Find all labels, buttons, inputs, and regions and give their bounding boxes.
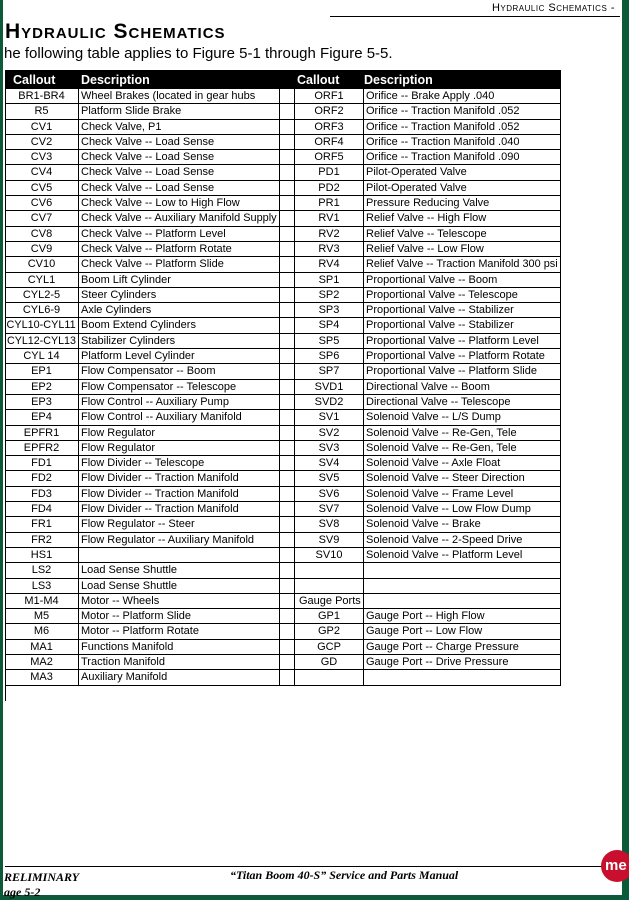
description-left: Check Valve -- Platform Level: [79, 227, 280, 242]
callout-right: SV2: [295, 426, 364, 441]
spacer-cell: [280, 288, 295, 303]
spacer-cell: [280, 349, 295, 364]
spacer-cell: [280, 150, 295, 165]
callout-right: GP2: [295, 624, 364, 639]
table-row: [5, 288, 561, 303]
footer-status: RELIMINARY: [4, 870, 80, 884]
description-left: Traction Manifold: [79, 655, 280, 670]
page-edge-right: [622, 0, 629, 900]
description-left: Check Valve -- Platform Rotate: [79, 242, 280, 257]
callout-left: EP1: [5, 364, 79, 379]
table-row: [5, 579, 561, 594]
callout-left: EPFR1: [5, 426, 79, 441]
description-left: Check Valve -- Low to High Flow: [79, 196, 280, 211]
description-right: Orifice -- Traction Manifold .040: [364, 135, 561, 150]
spacer-cell: [280, 410, 295, 425]
table-row: [5, 211, 561, 226]
description-left: Check Valve -- Platform Slide: [79, 257, 280, 272]
spacer-cell: [280, 165, 295, 180]
callout-right: SV9: [295, 533, 364, 548]
callout-right: RV2: [295, 227, 364, 242]
callout-right: GP1: [295, 609, 364, 624]
table-row: [5, 548, 561, 563]
callout-left: CV9: [5, 242, 79, 257]
callout-right: SV10: [295, 548, 364, 563]
spacer-cell: [280, 441, 295, 456]
callout-left: FR1: [5, 517, 79, 532]
description-left: Motor -- Wheels: [79, 594, 280, 609]
spacer-cell: [280, 670, 295, 685]
table-row: [5, 655, 561, 670]
callout-left: M6: [5, 624, 79, 639]
header-callout-left: Callout: [13, 73, 56, 87]
table-row: [5, 609, 561, 624]
callout-right: ORF1: [295, 89, 364, 104]
table-row: [5, 395, 561, 410]
table-row: [5, 670, 561, 685]
callout-right: SV5: [295, 471, 364, 486]
callout-right: PD2: [295, 181, 364, 196]
callout-left: FD4: [5, 502, 79, 517]
callout-left: FD3: [5, 487, 79, 502]
description-right: Relief Valve -- High Flow: [364, 211, 561, 226]
callout-right: SP3: [295, 303, 364, 318]
description-left: [79, 548, 280, 563]
description-left: Flow Regulator: [79, 441, 280, 456]
running-header: Hydraulic Schematics -: [491, 2, 615, 14]
callout-left: CV2: [5, 135, 79, 150]
callout-right: [295, 563, 364, 578]
description-left: Wheel Brakes (located in gear hubs: [79, 89, 280, 104]
table-row: [5, 380, 561, 395]
header-description-left: Description: [81, 73, 150, 87]
spacer-cell: [280, 624, 295, 639]
table-row: [5, 318, 561, 333]
callout-left: CYL6-9: [5, 303, 79, 318]
table-row: [5, 165, 561, 180]
callout-right: SP7: [295, 364, 364, 379]
description-left: Flow Divider -- Telescope: [79, 456, 280, 471]
callout-left: EP4: [5, 410, 79, 425]
table-row: [5, 135, 561, 150]
callout-left: FD1: [5, 456, 79, 471]
table-row: [5, 273, 561, 288]
callout-left: CV8: [5, 227, 79, 242]
callout-left: CV3: [5, 150, 79, 165]
table-row: [5, 410, 561, 425]
callout-right: ORF4: [295, 135, 364, 150]
callout-left: MA2: [5, 655, 79, 670]
table-row: [5, 563, 561, 578]
table-row: [5, 181, 561, 196]
table-row: [5, 624, 561, 639]
description-left: Check Valve, P1: [79, 120, 280, 135]
table-header: [5, 70, 561, 89]
header-description-right: Description: [364, 73, 433, 87]
spacer-cell: [280, 104, 295, 119]
description-right: Solenoid Valve -- Brake: [364, 517, 561, 532]
spacer-cell: [280, 456, 295, 471]
table-row: [5, 517, 561, 532]
callout-left: FR2: [5, 533, 79, 548]
description-left: Steer Cylinders: [79, 288, 280, 303]
table-row: [5, 456, 561, 471]
description-left: Flow Divider -- Traction Manifold: [79, 487, 280, 502]
description-left: Check Valve -- Load Sense: [79, 181, 280, 196]
header-rule: [330, 16, 620, 17]
description-right: Proportional Valve -- Stabilizer: [364, 303, 561, 318]
spacer-cell: [280, 334, 295, 349]
callout-right: RV1: [295, 211, 364, 226]
callout-left: CYL12-CYL13: [5, 334, 79, 349]
callout-left: CV1: [5, 120, 79, 135]
description-left: Motor -- Platform Rotate: [79, 624, 280, 639]
description-left: Flow Compensator -- Telescope: [79, 380, 280, 395]
callout-left: BR1-BR4: [5, 89, 79, 104]
callout-left: CYL1: [5, 273, 79, 288]
table-row: [5, 334, 561, 349]
description-right: Gauge Port -- Charge Pressure: [364, 640, 561, 655]
table-row: [5, 441, 561, 456]
description-left: Check Valve -- Auxiliary Manifold Supply: [79, 211, 280, 226]
description-right: Pressure Reducing Valve: [364, 196, 561, 211]
callout-right: SVD2: [295, 395, 364, 410]
spacer-cell: [280, 303, 295, 318]
description-left: Platform Slide Brake: [79, 104, 280, 119]
callout-left: CV6: [5, 196, 79, 211]
description-right: Proportional Valve -- Platform Slide: [364, 364, 561, 379]
spacer-cell: [280, 89, 295, 104]
callout-right: SV1: [295, 410, 364, 425]
table-body: [5, 89, 561, 686]
description-right: Solenoid Valve -- Steer Direction: [364, 471, 561, 486]
spacer-cell: [280, 426, 295, 441]
table-row: [5, 89, 561, 104]
description-right: [364, 670, 561, 685]
spacer-cell: [280, 196, 295, 211]
callout-left: FD2: [5, 471, 79, 486]
description-left: Load Sense Shuttle: [79, 579, 280, 594]
callout-left: EP2: [5, 380, 79, 395]
spacer-cell: [280, 273, 295, 288]
description-right: Orifice -- Brake Apply .040: [364, 89, 561, 104]
callout-left: LS2: [5, 563, 79, 578]
description-right: Pilot-Operated Valve: [364, 165, 561, 180]
footer-rule: [5, 866, 605, 867]
description-right: Orifice -- Traction Manifold .052: [364, 120, 561, 135]
description-right: Solenoid Valve -- Axle Float: [364, 456, 561, 471]
description-left: Flow Regulator -- Auxiliary Manifold: [79, 533, 280, 548]
description-right: Proportional Valve -- Telescope: [364, 288, 561, 303]
spacer-cell: [280, 318, 295, 333]
table-row: [5, 257, 561, 272]
table-row: [5, 120, 561, 135]
spacer-cell: [280, 640, 295, 655]
description-right: Gauge Port -- Drive Pressure: [364, 655, 561, 670]
description-right: Relief Valve -- Low Flow: [364, 242, 561, 257]
description-right: Proportional Valve -- Boom: [364, 273, 561, 288]
callout-right: [295, 670, 364, 685]
spacer-cell: [280, 548, 295, 563]
spacer-cell: [280, 380, 295, 395]
callout-right: Gauge Ports: [295, 594, 364, 609]
callout-left: EPFR2: [5, 441, 79, 456]
callout-right: [295, 579, 364, 594]
spacer-cell: [280, 364, 295, 379]
callout-left: EP3: [5, 395, 79, 410]
description-right: Proportional Valve -- Platform Rotate: [364, 349, 561, 364]
spacer-cell: [280, 395, 295, 410]
callout-right: SP6: [295, 349, 364, 364]
table-row: [5, 533, 561, 548]
callout-left: M5: [5, 609, 79, 624]
table-row: [5, 471, 561, 486]
spacer-cell: [280, 502, 295, 517]
intro-text: he following table applies to Figure 5-1 through Figure 5-5.: [4, 45, 393, 62]
table-row: [5, 594, 561, 609]
description-left: Boom Extend Cylinders: [79, 318, 280, 333]
callout-right: SV4: [295, 456, 364, 471]
description-left: Load Sense Shuttle: [79, 563, 280, 578]
header-callout-right: Callout: [297, 73, 340, 87]
table-row: [5, 364, 561, 379]
spacer-cell: [280, 487, 295, 502]
spacer-cell: [280, 594, 295, 609]
table-row: [5, 640, 561, 655]
spacer-cell: [280, 655, 295, 670]
description-right: Orifice -- Traction Manifold .052: [364, 104, 561, 119]
spacer-cell: [280, 471, 295, 486]
callout-left: CV7: [5, 211, 79, 226]
description-left: Stabilizer Cylinders: [79, 334, 280, 349]
page-title: Hydraulic Schematics: [5, 20, 226, 43]
table-row: [5, 104, 561, 119]
callout-right: ORF3: [295, 120, 364, 135]
spacer-cell: [280, 563, 295, 578]
callout-left: CYL 14: [5, 349, 79, 364]
callout-left: CYL2-5: [5, 288, 79, 303]
description-left: Flow Regulator: [79, 426, 280, 441]
callout-right: SP5: [295, 334, 364, 349]
description-left: Platform Level Cylinder: [79, 349, 280, 364]
table-row: [5, 150, 561, 165]
spacer-cell: [280, 517, 295, 532]
table-row: [5, 502, 561, 517]
description-right: Proportional Valve -- Platform Level: [364, 334, 561, 349]
callout-left: CV4: [5, 165, 79, 180]
description-left: Boom Lift Cylinder: [79, 273, 280, 288]
callout-right: GCP: [295, 640, 364, 655]
spacer-cell: [280, 120, 295, 135]
description-left: Motor -- Platform Slide: [79, 609, 280, 624]
callout-right: PD1: [295, 165, 364, 180]
callout-right: GD: [295, 655, 364, 670]
table-row: [5, 349, 561, 364]
table-row: [5, 196, 561, 211]
footer-left: [4, 870, 79, 900]
table-row: [5, 227, 561, 242]
callout-table: [5, 70, 561, 686]
spacer-cell: [280, 181, 295, 196]
callout-right: PR1: [295, 196, 364, 211]
callout-left: MA1: [5, 640, 79, 655]
description-left: Flow Control -- Auxiliary Pump: [79, 395, 280, 410]
description-right: Solenoid Valve -- Frame Level: [364, 487, 561, 502]
callout-right: SV6: [295, 487, 364, 502]
callout-left: M1-M4: [5, 594, 79, 609]
description-right: Solenoid Valve -- Platform Level: [364, 548, 561, 563]
description-right: Solenoid Valve -- 2-Speed Drive: [364, 533, 561, 548]
spacer-cell: [280, 135, 295, 150]
description-left: Flow Regulator -- Steer: [79, 517, 280, 532]
footer-page-number: age 5-2: [4, 885, 41, 899]
description-right: Solenoid Valve -- L/S Dump: [364, 410, 561, 425]
spacer-cell: [280, 609, 295, 624]
table-row: [5, 426, 561, 441]
description-right: Relief Valve -- Telescope: [364, 227, 561, 242]
callout-left: CV5: [5, 181, 79, 196]
callout-left: LS3: [5, 579, 79, 594]
description-right: Solenoid Valve -- Low Flow Dump: [364, 502, 561, 517]
page-edge-left: [0, 0, 3, 900]
description-right: Gauge Port -- High Flow: [364, 609, 561, 624]
description-right: Solenoid Valve -- Re-Gen, Tele: [364, 441, 561, 456]
footer-manual-title: “Titan Boom 40-S” Service and Parts Manual: [230, 868, 459, 882]
callout-right: SV3: [295, 441, 364, 456]
callout-right: RV4: [295, 257, 364, 272]
callout-left: MA3: [5, 670, 79, 685]
description-left: Auxiliary Manifold: [79, 670, 280, 685]
description-left: Functions Manifold: [79, 640, 280, 655]
description-left: Axle Cylinders: [79, 303, 280, 318]
description-right: Directional Valve -- Telescope: [364, 395, 561, 410]
callout-right: SV7: [295, 502, 364, 517]
company-logo: me: [601, 850, 629, 882]
spacer-cell: [280, 211, 295, 226]
spacer-cell: [280, 533, 295, 548]
description-right: Directional Valve -- Boom: [364, 380, 561, 395]
callout-left: R5: [5, 104, 79, 119]
callout-right: SP1: [295, 273, 364, 288]
description-left: Flow Compensator -- Boom: [79, 364, 280, 379]
description-right: Solenoid Valve -- Re-Gen, Tele: [364, 426, 561, 441]
description-right: Proportional Valve -- Stabilizer: [364, 318, 561, 333]
description-left: Check Valve -- Load Sense: [79, 165, 280, 180]
table-row: [5, 487, 561, 502]
table-row: [5, 242, 561, 257]
spacer-cell: [280, 579, 295, 594]
spacer-cell: [280, 257, 295, 272]
description-right: Pilot-Operated Valve: [364, 181, 561, 196]
callout-left: HS1: [5, 548, 79, 563]
callout-right: RV3: [295, 242, 364, 257]
description-left: Flow Divider -- Traction Manifold: [79, 471, 280, 486]
description-right: Gauge Port -- Low Flow: [364, 624, 561, 639]
description-right: [364, 579, 561, 594]
description-left: Check Valve -- Load Sense: [79, 150, 280, 165]
description-left: Flow Divider -- Traction Manifold: [79, 502, 280, 517]
callout-right: ORF5: [295, 150, 364, 165]
table-row: [5, 303, 561, 318]
callout-right: SP4: [295, 318, 364, 333]
description-left: Check Valve -- Load Sense: [79, 135, 280, 150]
description-left: Flow Control -- Auxiliary Manifold: [79, 410, 280, 425]
callout-right: SV8: [295, 517, 364, 532]
description-right: [364, 563, 561, 578]
callout-left: CV10: [5, 257, 79, 272]
page-edge-bottom: [0, 895, 629, 900]
spacer-cell: [280, 242, 295, 257]
callout-right: SVD1: [295, 380, 364, 395]
description-right: Relief Valve -- Traction Manifold 300 psi: [364, 257, 561, 272]
description-right: [364, 594, 561, 609]
description-right: Orifice -- Traction Manifold .090: [364, 150, 561, 165]
callout-right: ORF2: [295, 104, 364, 119]
callout-right: SP2: [295, 288, 364, 303]
callout-left: CYL10-CYL11: [5, 318, 79, 333]
spacer-cell: [280, 227, 295, 242]
table-left-border: [5, 89, 6, 701]
